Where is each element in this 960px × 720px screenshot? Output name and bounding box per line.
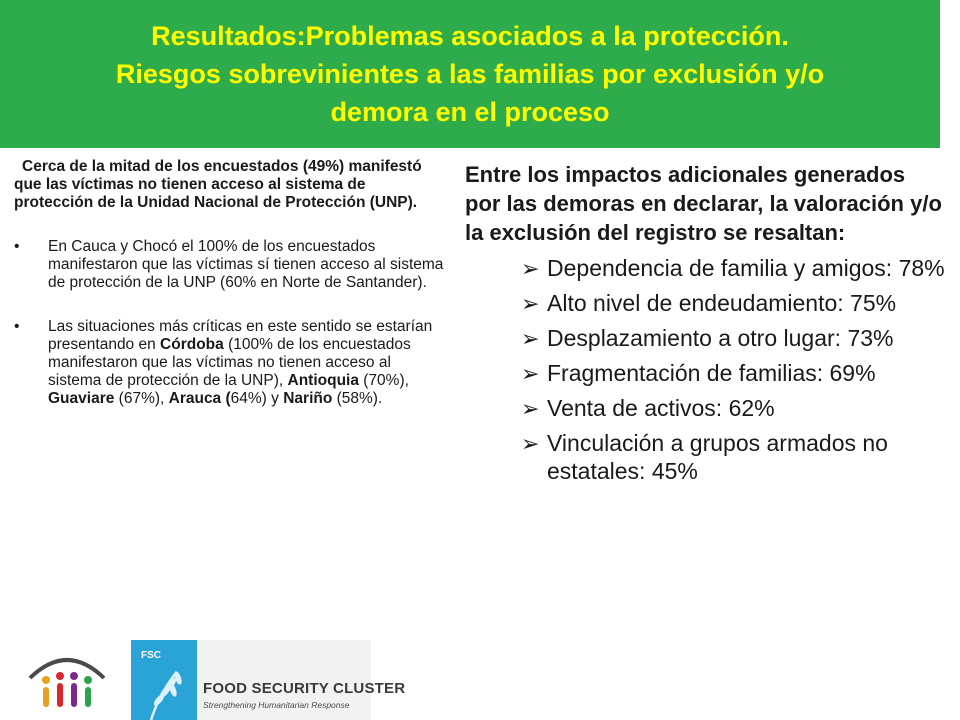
finding-cauca-choco: • En Cauca y Chocó el 100% de los encuestados manifestaron que las víctimas sí tienen acceso al sistema de protección de la UNP (60% en Norte de Santander). bbox=[14, 238, 444, 292]
region-arauca: Arauca ( bbox=[168, 390, 231, 407]
impacts-lead: Entre los impactos adicionales generados por las demoras en declarar, la valoración y/o la exclusión del registro se resaltan: bbox=[465, 162, 942, 245]
impact-item bbox=[465, 254, 945, 282]
region-antioquia: Antioquia bbox=[287, 372, 359, 389]
text-segment: (67%), bbox=[114, 390, 169, 407]
region-narino: Nariño bbox=[283, 390, 333, 407]
arrow-bullet-icon: ➢ bbox=[521, 431, 540, 456]
title-line-3: demora en el proceso bbox=[330, 97, 610, 127]
region-cordoba: Córdoba bbox=[160, 336, 224, 353]
impact-item bbox=[465, 324, 945, 352]
impact-text: Vinculación a grupos armados no estatales: 45% bbox=[547, 430, 888, 484]
impact-item bbox=[465, 289, 945, 317]
left-column bbox=[14, 158, 444, 408]
text-segment: 64%) y bbox=[230, 390, 284, 407]
fsc-blue-square bbox=[131, 640, 197, 720]
impact-item bbox=[465, 394, 945, 422]
text-segment: Las situaciones más críticas en este sentido se estarían presentando en bbox=[48, 318, 433, 353]
title-banner bbox=[0, 0, 940, 148]
arrow-bullet-icon: ➢ bbox=[521, 361, 540, 386]
fsc-name: FOOD SECURITY CLUSTER bbox=[203, 680, 406, 697]
title-line-2: Riesgos sobrevinientes a las familias por exclusión y/o bbox=[115, 59, 825, 89]
impact-item bbox=[465, 359, 945, 387]
impact-text: Desplazamiento a otro lugar: 73% bbox=[547, 325, 894, 351]
arrow-bullet-icon: ➢ bbox=[521, 396, 540, 421]
food-security-cluster-logo bbox=[131, 640, 406, 720]
arrow-bullet-icon: ➢ bbox=[521, 326, 540, 351]
text-segment: (70%), bbox=[358, 372, 409, 389]
impacts-list bbox=[465, 254, 945, 485]
impact-item bbox=[465, 429, 945, 485]
fsc-mark: FSC bbox=[141, 650, 161, 661]
intro-paragraph: Cerca de la mitad de los encuestados (49%) manifestó que las víctimas no tienen acceso al sistema de protección de la Unidad Nacional de Protección (UNP). bbox=[14, 158, 422, 211]
arrow-bullet-icon: ➢ bbox=[521, 256, 540, 281]
arrow-bullet-icon: ➢ bbox=[521, 291, 540, 316]
text-segment: (58%). bbox=[332, 390, 383, 407]
impact-text: Fragmentación de familias: 69% bbox=[547, 360, 876, 386]
finding-critical-regions bbox=[14, 318, 444, 408]
impact-text: Dependencia de familia y amigos: 78% bbox=[547, 255, 945, 281]
slide-title bbox=[116, 17, 824, 131]
impact-text: Venta de activos: 62% bbox=[547, 395, 775, 421]
people-arc-logo-icon bbox=[24, 646, 110, 712]
title-line-1: Resultados:Problemas asociados a la protección. bbox=[151, 21, 789, 51]
findings-list bbox=[14, 238, 444, 408]
fsc-tagline: Strengthening Humanitarian Response bbox=[203, 700, 350, 710]
text-segment: (100% de los encuestados manifestaron que las víctimas no tienen acceso al sistema de protección de la UNP), bbox=[48, 336, 411, 389]
impact-text: Alto nivel de endeudamiento: 75% bbox=[547, 290, 897, 316]
right-column bbox=[465, 160, 945, 485]
region-guaviare: Guaviare bbox=[48, 390, 115, 407]
